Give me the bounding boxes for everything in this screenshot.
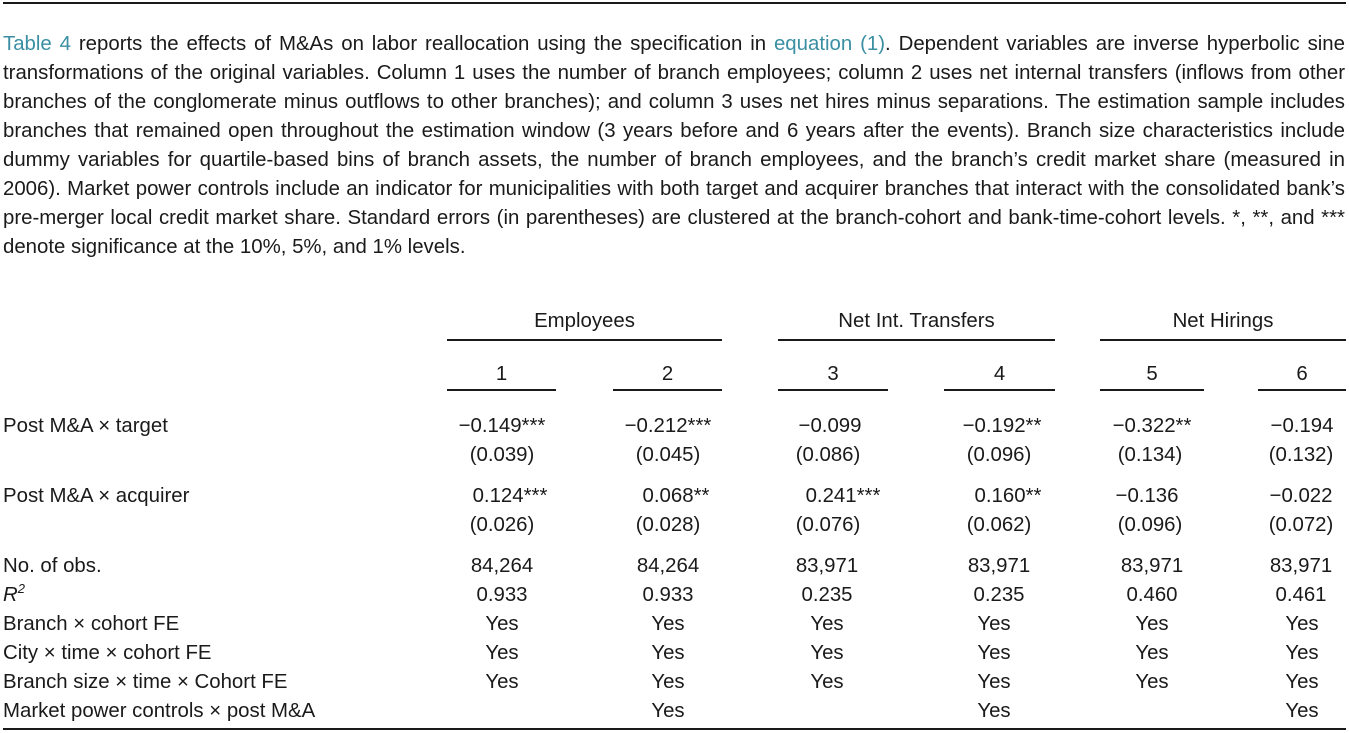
row-label-branch-cohort-fe: Branch × cohort FE xyxy=(3,613,180,635)
se-target-2: (0.045) xyxy=(635,444,701,466)
row-label-target: Post M&A × target xyxy=(3,415,168,437)
row-label-obs: No. of obs. xyxy=(3,555,102,577)
column-rule-3 xyxy=(778,389,888,391)
r-squared-base: R xyxy=(3,584,18,606)
table-caption xyxy=(3,30,1345,262)
fe-city-6: Yes xyxy=(1285,642,1319,664)
caption-text-1: reports the effects of M&As on labor reallocation using the specification in xyxy=(70,33,774,55)
fe-city-4: Yes xyxy=(977,642,1011,664)
coef-target-6: −0.194 xyxy=(1270,415,1334,437)
coef-acquirer-6: −0.022 xyxy=(1269,485,1333,507)
fe-city-1: Yes xyxy=(485,642,519,664)
fe-branch-5: Yes xyxy=(1135,613,1169,635)
se-acquirer-1: (0.026) xyxy=(469,514,535,536)
obs-5: 83,971 xyxy=(1120,555,1184,577)
coef-acquirer-4: 0.160** xyxy=(974,485,1042,507)
market-power-6: Yes xyxy=(1285,700,1319,722)
r-squared-superscript: 2 xyxy=(17,581,25,596)
group-header-net-hirings: Net Hirings xyxy=(1172,310,1274,332)
group-rule-net-hirings xyxy=(1100,339,1346,341)
table-4-link[interactable]: Table 4 xyxy=(3,33,71,55)
coef-acquirer-1: 0.124*** xyxy=(472,485,548,507)
coef-target-4: −0.192** xyxy=(962,415,1042,437)
column-rule-4 xyxy=(944,389,1055,391)
column-number-6: 6 xyxy=(1296,363,1308,385)
group-header-net-int-transfers: Net Int. Transfers xyxy=(838,310,995,332)
group-header-employees: Employees xyxy=(534,310,635,332)
obs-1: 84,264 xyxy=(470,555,534,577)
column-number-5: 5 xyxy=(1146,363,1158,385)
row-label-city-time-cohort-fe: City × time × cohort FE xyxy=(3,642,212,664)
group-rule-employees xyxy=(447,339,722,341)
fe-branch-1: Yes xyxy=(485,613,519,635)
coef-acquirer-5: −0.136 xyxy=(1115,485,1179,507)
coef-acquirer-2: 0.068** xyxy=(642,485,710,507)
group-rule-net-int-transfers xyxy=(778,339,1055,341)
equation-1-link[interactable]: equation (1) xyxy=(773,33,886,55)
fe-city-3: Yes xyxy=(810,642,844,664)
se-target-3: (0.086) xyxy=(795,444,861,466)
se-target-5: (0.134) xyxy=(1117,444,1183,466)
r2-6: 0.461 xyxy=(1275,584,1327,606)
fe-size-1: Yes xyxy=(485,671,519,693)
market-power-2: Yes xyxy=(651,700,685,722)
column-rule-2 xyxy=(613,389,722,391)
se-target-6: (0.132) xyxy=(1268,444,1334,466)
obs-3: 83,971 xyxy=(795,555,859,577)
se-acquirer-3: (0.076) xyxy=(795,514,861,536)
column-rule-1 xyxy=(447,389,556,391)
coef-acquirer-3: 0.241*** xyxy=(805,485,881,507)
r2-4: 0.235 xyxy=(973,584,1025,606)
fe-size-3: Yes xyxy=(810,671,844,693)
coef-target-5: −0.322** xyxy=(1112,415,1192,437)
column-rule-5 xyxy=(1100,389,1204,391)
column-rule-6 xyxy=(1258,389,1346,391)
fe-city-5: Yes xyxy=(1135,642,1169,664)
r2-1: 0.933 xyxy=(476,584,528,606)
se-acquirer-2: (0.028) xyxy=(635,514,701,536)
se-target-4: (0.096) xyxy=(966,444,1032,466)
market-power-4: Yes xyxy=(977,700,1011,722)
column-number-4: 4 xyxy=(993,363,1006,385)
column-number-1: 1 xyxy=(495,363,508,385)
top-rule xyxy=(3,2,1346,4)
row-label-r-squared xyxy=(3,583,25,607)
coef-target-1: −0.149*** xyxy=(458,415,546,437)
fe-city-2: Yes xyxy=(651,642,685,664)
se-acquirer-5: (0.096) xyxy=(1117,514,1183,536)
r2-5: 0.460 xyxy=(1126,584,1178,606)
fe-size-4: Yes xyxy=(977,671,1011,693)
row-label-branch-size-fe: Branch size × time × Cohort FE xyxy=(3,671,288,693)
column-number-3: 3 xyxy=(827,363,839,385)
fe-size-2: Yes xyxy=(651,671,685,693)
se-acquirer-6: (0.072) xyxy=(1268,514,1334,536)
se-acquirer-4: (0.062) xyxy=(966,514,1032,536)
coef-target-2: −0.212*** xyxy=(624,415,712,437)
row-label-market-power: Market power controls × post M&A xyxy=(3,700,316,722)
obs-4: 83,971 xyxy=(967,555,1031,577)
obs-2: 84,264 xyxy=(636,555,700,577)
r2-2: 0.933 xyxy=(642,584,694,606)
column-number-2: 2 xyxy=(661,363,674,385)
row-label-acquirer: Post M&A × acquirer xyxy=(3,485,190,507)
bottom-rule xyxy=(3,728,1346,730)
caption-text-2: . Dependent variables are inverse hyperbolic sine transformations of the original variables. Column 1 uses the number of branch employees; column 2 uses net internal transfers (inflows from other branches of the conglomerate minus outflows to other branches); and column 3 uses net hires minus separations. The estimation sample includes branches that remained open throughout the estimation window (3 years before and 6 years after the events). Branch size characteristics include dummy variables for quartile-based bins of branch assets, the number of branch employees, and the branch’s credit market share (measured in 2006). Market power controls include an indicator for municipalities with both target and acquirer branches that interact with the consolidated bank’s pre-merger local credit market share. Standard errors (in parentheses) are clustered at the branch-cohort and bank-time-cohort levels. *, **, and *** denote significance at the 10%, 5%, and 1% levels. xyxy=(3,33,1345,258)
fe-branch-6: Yes xyxy=(1285,613,1319,635)
se-target-1: (0.039) xyxy=(469,444,535,466)
fe-size-5: Yes xyxy=(1135,671,1169,693)
coef-target-3: −0.099 xyxy=(798,415,862,437)
obs-6: 83,971 xyxy=(1269,555,1333,577)
fe-size-6: Yes xyxy=(1285,671,1319,693)
fe-branch-3: Yes xyxy=(810,613,844,635)
fe-branch-4: Yes xyxy=(977,613,1011,635)
r2-3: 0.235 xyxy=(801,584,853,606)
fe-branch-2: Yes xyxy=(651,613,685,635)
